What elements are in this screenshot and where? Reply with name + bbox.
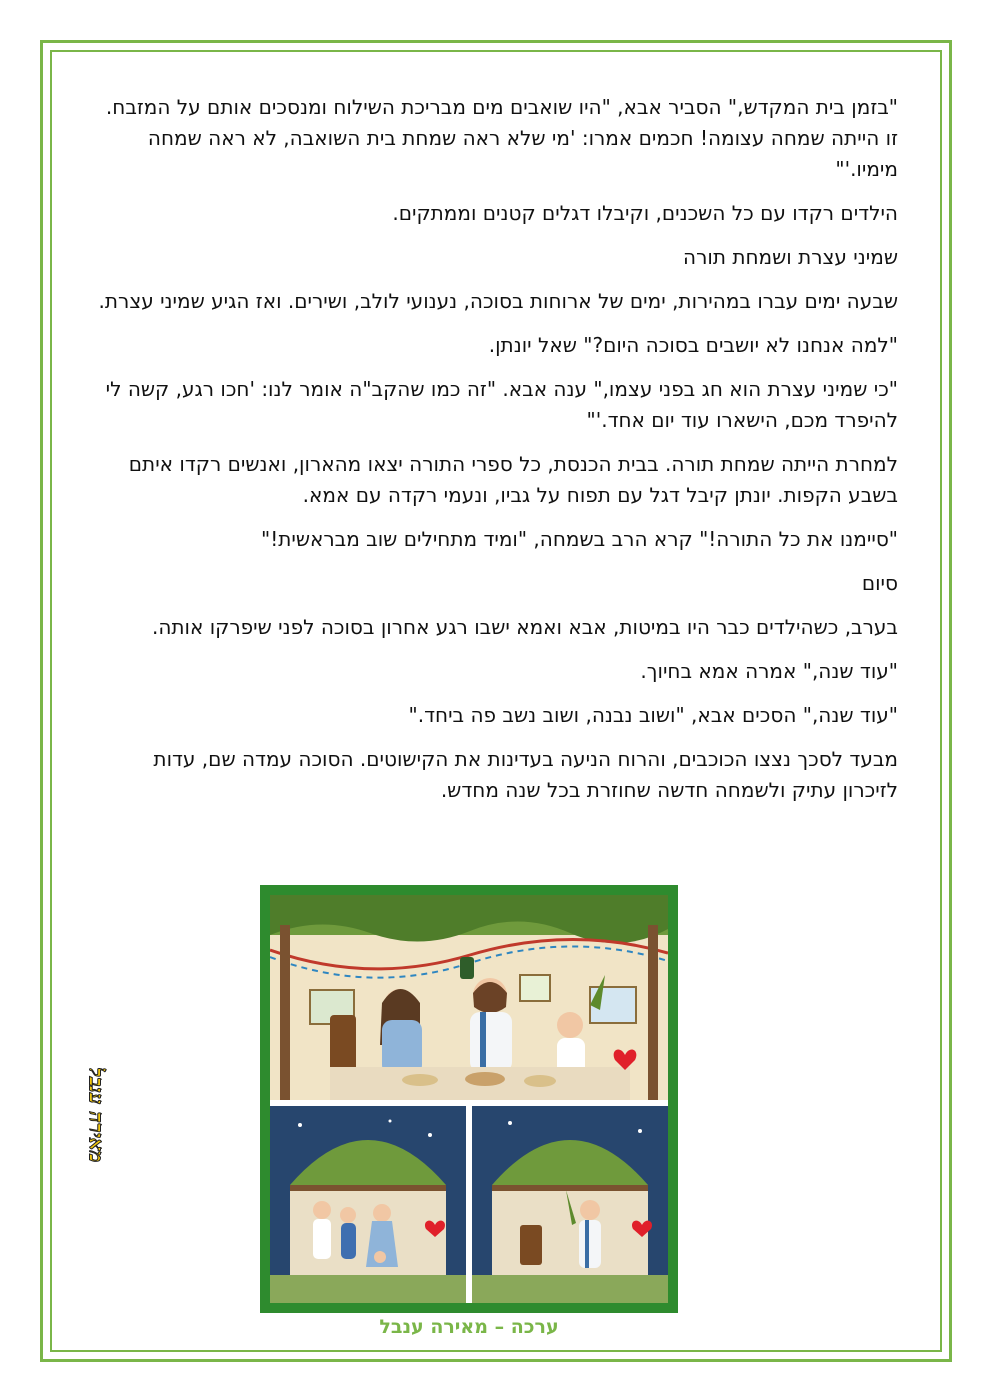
paragraph-5: "למה אנחנו לא יושבים בסוכה היום?" שאל יונתן. [488,333,898,357]
paragraph-13: מבעד לסכך נצצו הכוכבים, והרוח הניעה בעדינות את הקישוטים. הסוכה עמדה שם, עדות לזיכרון עתיק ולשמחה חדשה שחוזרת בכל שנה מחדש. [153,747,898,802]
paragraph-7: למחרת הייתה שמחת תורה. בבית הכנסת, כל ספרי התורה יצאו מהארון, ואנשים רקדו איתם בשבע הקפות. יונתן קיבל דגל עם תפוח על גביו, ונעמי רקדה עם אמא. [128,452,898,507]
paragraph-12: "עוד שנה," הסכים אבא, "ושוב נבנה, ושוב נשב פה ביחד." [408,703,898,727]
author-credit: ערכה – מאירה ענבל [379,1316,559,1338]
paragraph-6: "כי שמיני עצרת הוא חג בפני עצמו," ענה אבא. "זה כמו שהקב"ה אומר לנו: 'חכו רגע, קשה לי להיפרד מכם, הישארו עוד יום אחד.'" [105,377,898,432]
paragraph-11: "עוד שנה," אמרה אמא בחיוך. [640,659,898,683]
sukkah-father-lulav-scene [472,1106,668,1303]
sukkah-family-decorating-scene [270,1106,466,1303]
sukkah-dinner-scene [270,895,668,1100]
section-heading-shemini-atzeret: שמיני עצרת ושמחת תורה [683,245,898,269]
paragraph-1: "בזמן בית המקדש," הסביר אבא, "היו שואבים מים מבריכת השילוח ומנסכים אותם על המזבח. זו הייתה שמחה עצומה! חכמים אמרו: 'מי שלא ראה שמחת בית השואבה, לא ראה שמחה מימיו.'" [105,95,898,181]
paragraph-2: הילדים רקדו עם כל השכנים, וקיבלו דגלים קטנים וממתקים. [392,201,898,225]
signature-text: מאירה ענבל [84,1067,109,1163]
section-heading-ending: סיום [861,571,898,595]
sukkah-family-illustration [260,885,678,1313]
paragraph-10: בערב, כשהילדים כבר היו במיטות, אבא ואמא ישבו רגע אחרון בסוכה לפני שיפרקו אותה. [151,615,898,639]
paragraph-4: שבעה ימים עברו במהירות, ימים של ארוחות בסוכה, נענועי לולב, ושירים. ואז הגיע שמיני עצרת. [98,289,898,313]
paragraph-8: "סיימנו את כל התורה!" קרא הרב בשמחה, "ומיד מתחילים שוב מבראשית!" [261,527,898,551]
story-text [94,92,898,819]
author-signature-stamp [76,1050,116,1180]
